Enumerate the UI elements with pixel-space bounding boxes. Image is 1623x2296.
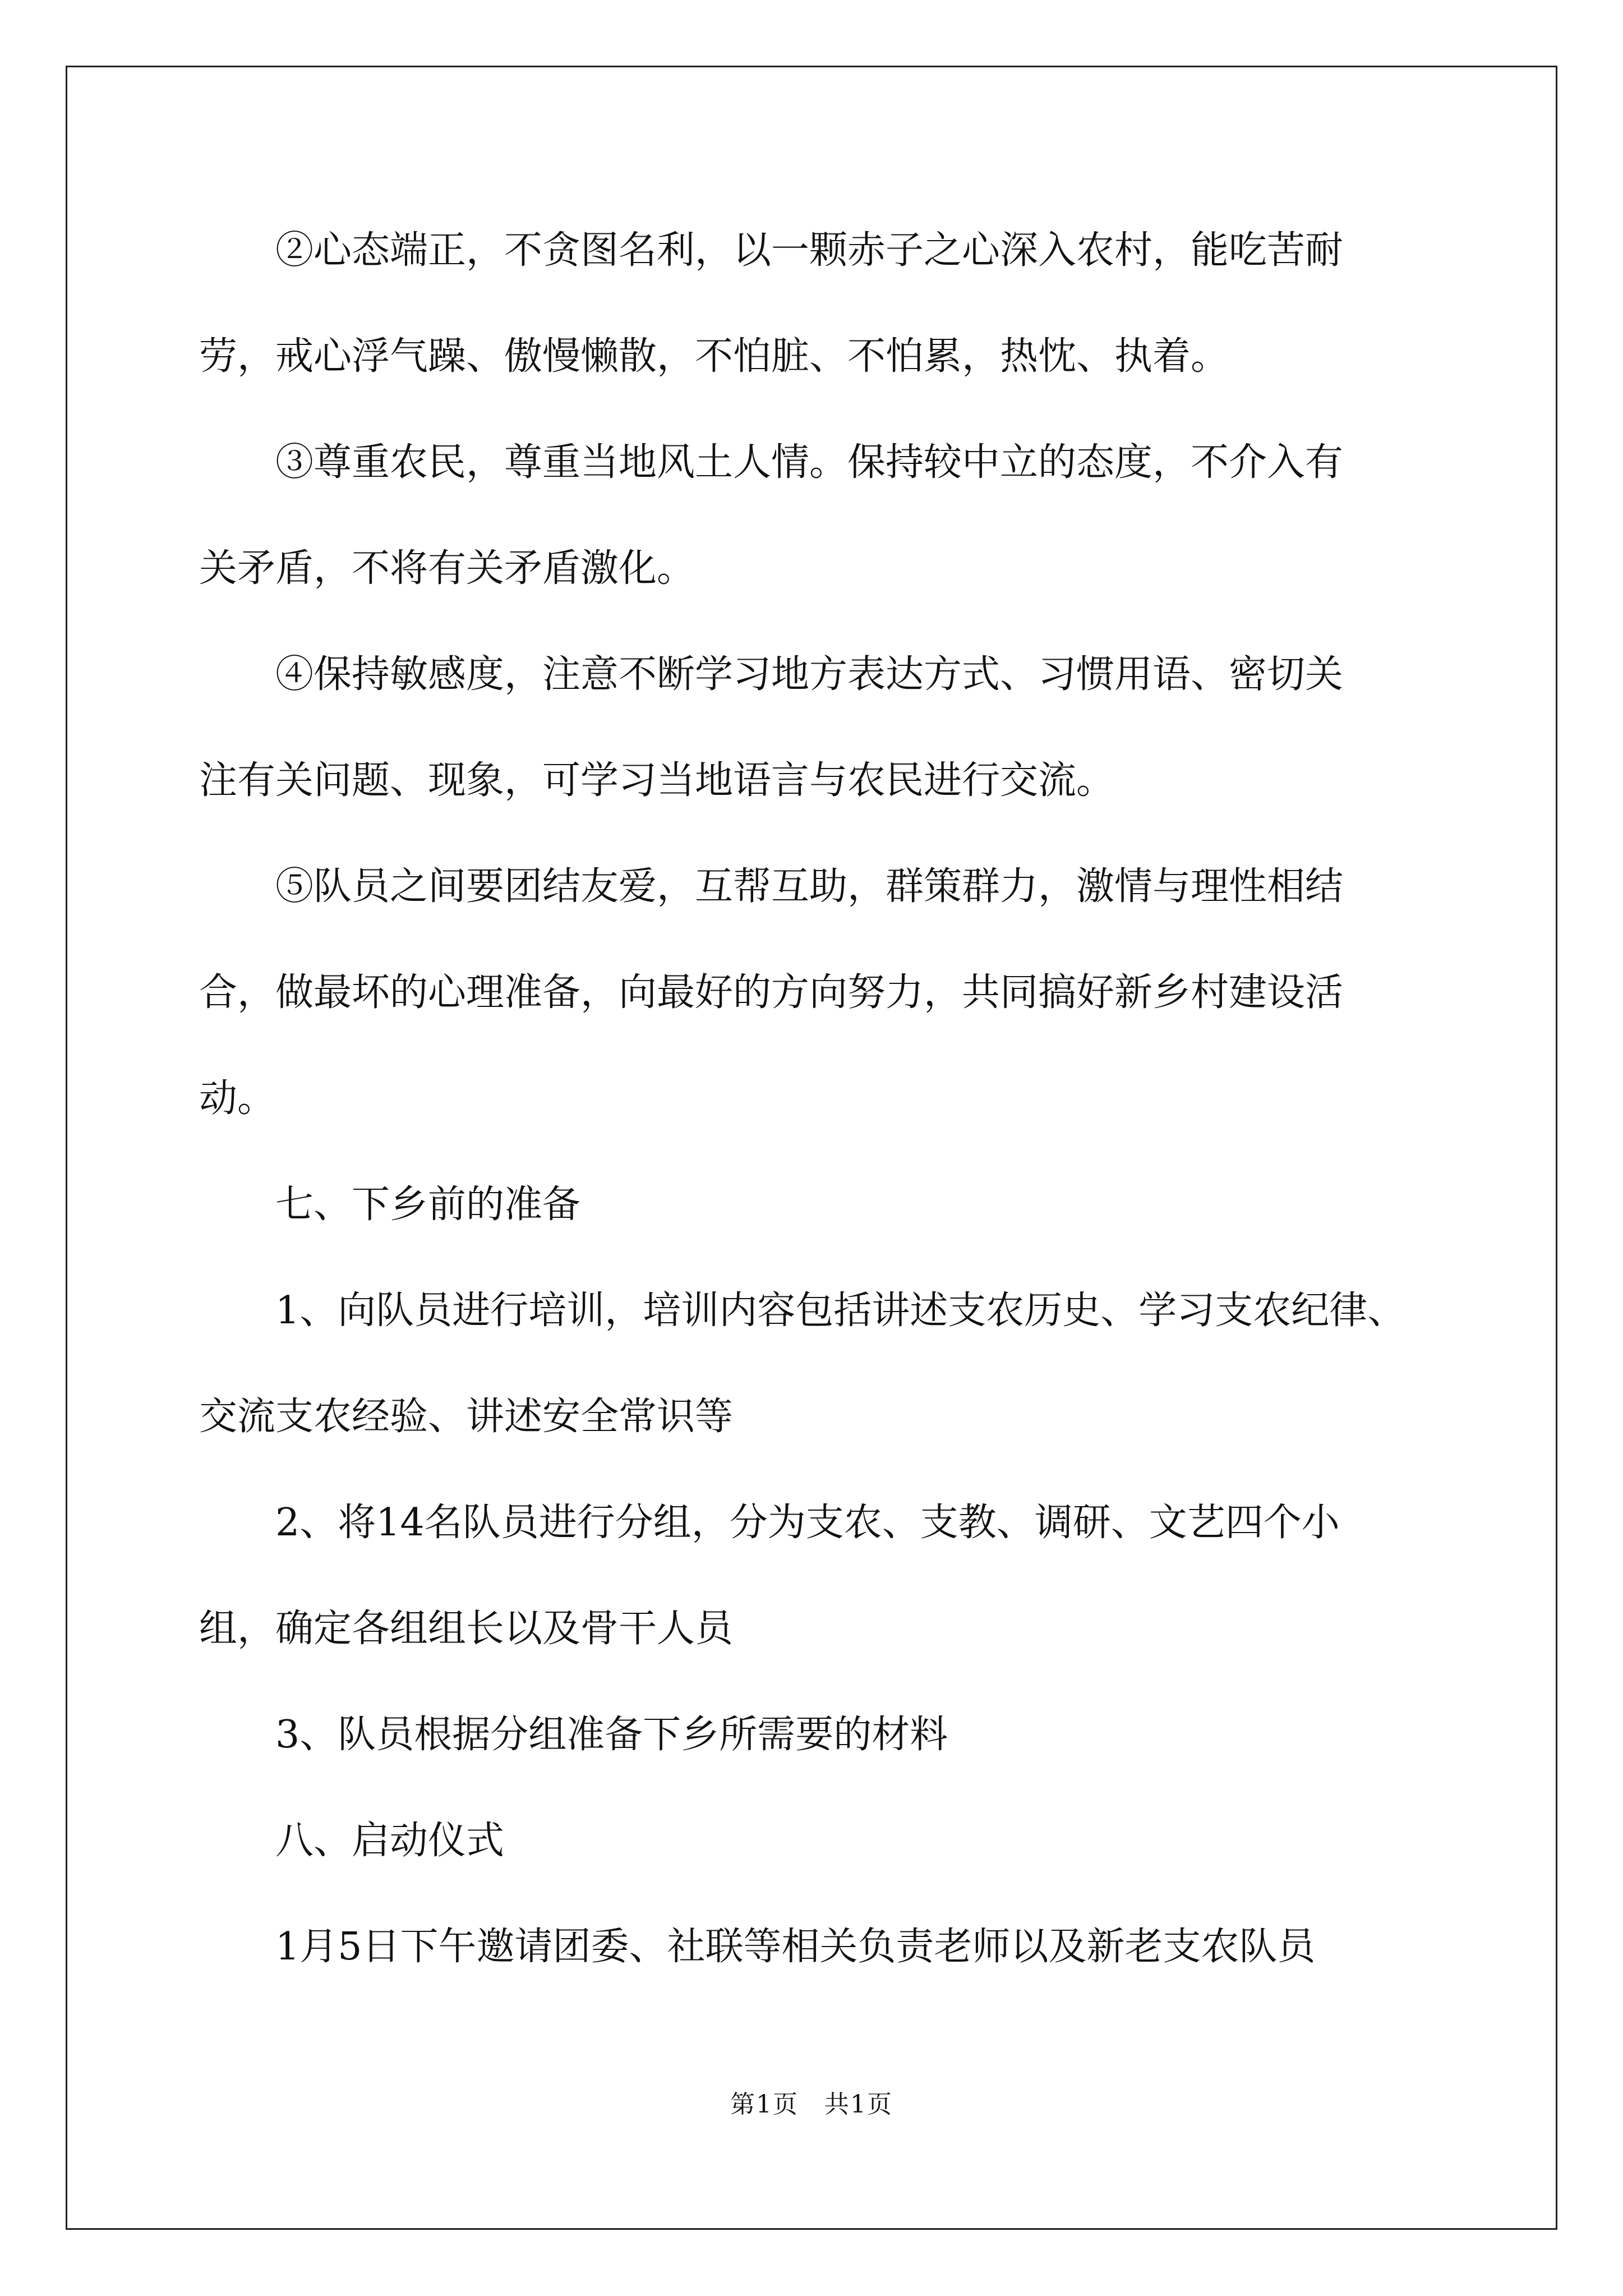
text-line: 劳，戒心浮气躁、傲慢懒散，不怕脏、不怕累，热忱、执着。 [199,334,1229,379]
text-line: 合，做最坏的心理准备，向最好的方向努力，共同搞好新乡村建设活 [199,970,1344,1015]
text-line: 3、队员根据分组准备下乡所需要的材料 [199,1713,948,1757]
text-line: ②心态端正，不贪图名利，以一颗赤子之心深入农村，能吃苦耐 [199,228,1344,273]
text-line: 1、向队员进行培训，培训内容包括讲述支农历史、学习支农纪律、 [199,1289,1406,1333]
page-number-footer: 第1页 共1页 [730,2090,893,2119]
page-frame [66,66,1557,2230]
text-line: 交流支农经验、讲述安全常识等 [199,1395,734,1439]
text-line: ④保持敏感度，注意不断学习地方表达方式、习惯用语、密切关 [199,652,1344,697]
text-line: ⑤队员之间要团结友爱，互帮互助，群策群力，激情与理性相结 [199,864,1344,909]
text-line: 注有关问题、现象，可学习当地语言与农民进行交流。 [199,758,1115,803]
text-line: 2、将14名队员进行分组，分为支农、支教、调研、文艺四个小 [199,1501,1340,1545]
text-line: 动。 [199,1076,276,1121]
section-heading: 八、启动仪式 [199,1819,505,1863]
section-heading: 七、下乡前的准备 [199,1182,581,1227]
text-line: 组，确定各组组长以及骨干人员 [199,1607,734,1651]
text-line: ③尊重农民，尊重当地风土人情。保持较中立的态度，不介入有 [199,440,1344,485]
text-line: 关矛盾，不将有关矛盾激化。 [199,546,695,591]
text-line: 1月5日下午邀请团委、社联等相关负责老师以及新老支农队员 [199,1925,1316,1969]
